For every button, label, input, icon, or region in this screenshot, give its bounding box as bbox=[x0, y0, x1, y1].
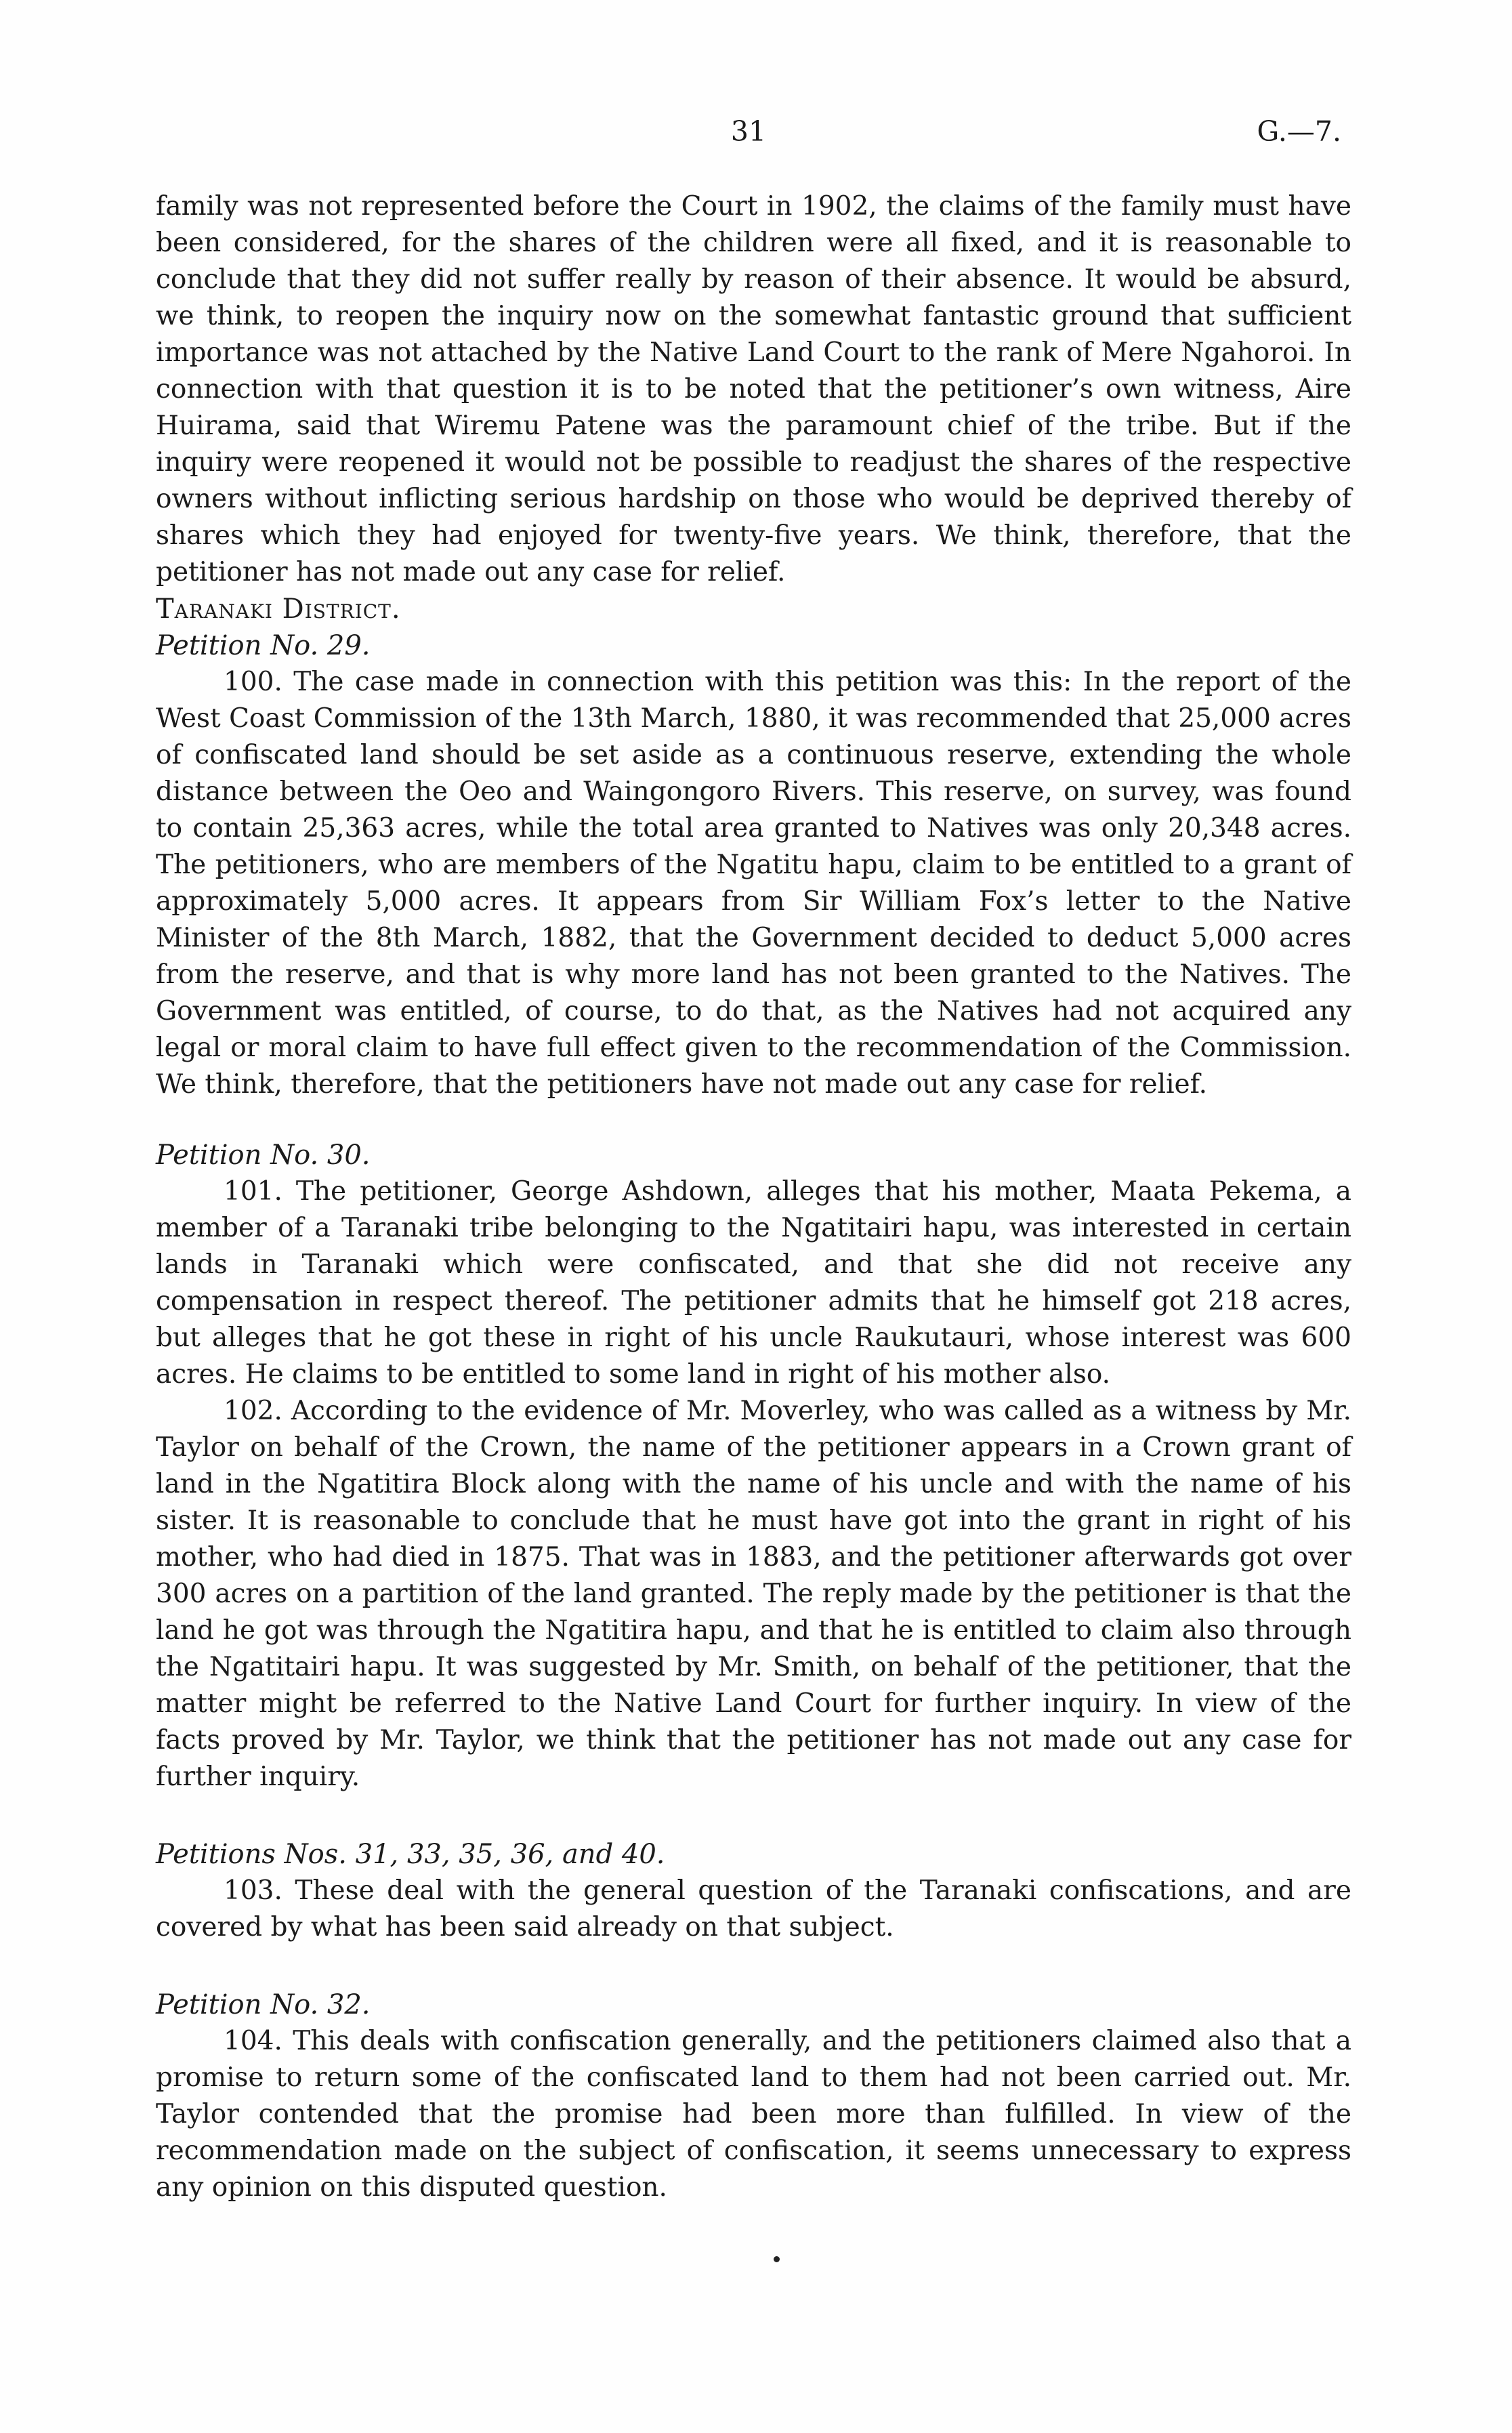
page-number: 31 bbox=[730, 115, 767, 148]
ink-dot bbox=[774, 2256, 780, 2262]
paragraph-101: 101. The petitioner, George Ashdown, alleges that his mother, Maata Pekema, a member of a Taranaki tribe belonging to the Ngatitairi hapu, was interested in certain lands in Taranaki which were confiscated, and that she did not receive any compensation in respect thereof. The petitioner admits that he himself got 218 acres, but alleges that he got these in right of his uncle Raukutauri, whose interest was 600 acres. He claims to be entitled to some land in right of his mother also. bbox=[156, 1176, 1351, 1390]
paragraph-104: 104. This deals with confiscation generally, and the petitioners claimed also that a promise to return some of the confiscated land to them had not been carried out. Mr. Taylor contended that the promise had been more than fulfilled. In view of the recommendation made on the subject of confiscation, it seems unnecessary to express any opinion on this disputed question. bbox=[156, 2026, 1351, 2203]
petition-32-heading: Petition No. 32. bbox=[156, 1989, 371, 2020]
sheet-reference: G.—7. bbox=[1257, 115, 1341, 148]
paragraph-102: 102. According to the evidence of Mr. Moverley, who was called as a witness by Mr. Taylor on behalf of the Crown, the name of the petitioner appears in a Crown grant of land in the Ngatitira Block along with the name of his uncle and with the name of his sister. It is reasonable to conclude that he must have got into the grant in right of his mother, who had died in 1875. That was in 1883, and the petitioner afterwards got over 300 acres on a partition of the land granted. The reply made by the petitioner is that the land he got was through the Ngatitira hapu, and that he is entitled to claim also through the Ngatitairi hapu. It was suggested by Mr. Smith, on behalf of the petitioner, that the matter might be referred to the Native Land Court for further inquiry. In view of the facts proved by Mr. Taylor, we think that the petitioner has not made out any case for further inquiry. bbox=[156, 1396, 1351, 1792]
district-heading: Taranaki District. bbox=[156, 594, 401, 625]
page-header bbox=[156, 115, 1341, 163]
continuation-paragraph: family was not represented before the Court in 1902, the claims of the family must have been considered, for the shares of the children were all fixed, and it is reasonable to conclude that they did not suffer really by reason of their absence. It would be absurd, we think, to reopen the inquiry now on the somewhat fantastic ground that sufficient importance was not attached by the Native Land Court to the rank of Mere Ngahoroi. In connection with that question it is to be noted that the petitioner’s own witness, Aire Huirama, said that Wiremu Patene was the paramount chief of the tribe. But if the inquiry were reopened it would not be possible to readjust the shares of the respective owners without inflicting serious hardship on those who would be deprived thereby of shares which they had enjoyed for twenty-five years. We think, therefore, that the petitioner has not made out any case for relief. bbox=[156, 191, 1351, 587]
paragraph-103: 103. These deal with the general question of the Taranaki confiscations, and are covered by what has been said already on that subject. bbox=[156, 1875, 1351, 1942]
petitions-31-heading: Petitions Nos. 31, 33, 35, 36, and 40. bbox=[156, 1839, 665, 1870]
petition-30-heading: Petition No. 30. bbox=[156, 1140, 371, 1171]
paragraph-100: 100. The case made in connection with this petition was this: In the report of the West Coast Commission of the 13th March, 1880, it was recommended that 25,000 acres of confiscated land should be set aside as a continuous reserve, extending the whole distance between the Oeo and Waingongoro Rivers. This reserve, on survey, was found to contain 25,363 acres, while the total area granted to Natives was only 20,348 acres. The petitioners, who are members of the Ngatitu hapu, claim to be entitled to a grant of approximately 5,000 acres. It appears from Sir William Fox’s letter to the Native Minister of the 8th March, 1882, that the Government decided to deduct 5,000 acres from the reserve, and that is why more land has not been granted to the Natives. The Government was entitled, of course, to do that, as the Natives had not acquired any legal or moral claim to have full effect given to the recommendation of the Commission. We think, therefore, that the petitioners have not made out any case for relief. bbox=[156, 667, 1351, 1100]
petition-29-heading: Petition No. 29. bbox=[156, 630, 371, 661]
document-body bbox=[156, 188, 1351, 2206]
